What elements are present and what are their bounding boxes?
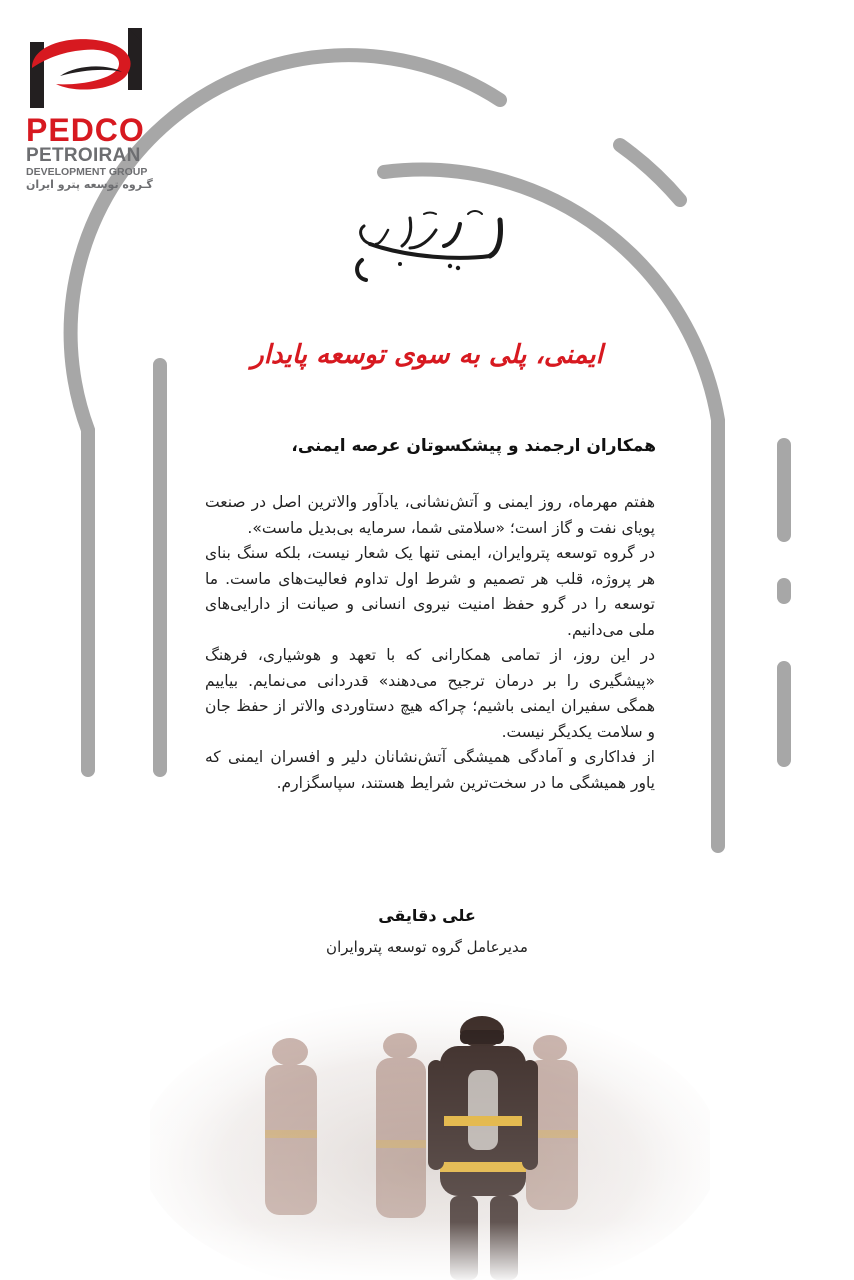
logo-brand: PEDCO <box>26 112 145 148</box>
outer-arch-right-top <box>620 145 680 200</box>
slogan-title: ایمنی، پلی به سوی توسعه پایدار <box>251 340 603 370</box>
bismillah-calligraphy-icon <box>340 200 520 300</box>
signer-title: مدیرعامل گروه توسعه پتروایران <box>326 938 528 956</box>
logo-line2: PETROIRAN <box>26 145 141 166</box>
pedco-logo <box>26 24 156 192</box>
greeting-line: همکاران ارجمند و پیشکسوتان عرصه ایمنی، <box>291 436 656 456</box>
logo-line4: گـروه توسعه پترو ایران <box>26 178 153 191</box>
letter-body <box>205 490 655 796</box>
logo-line3: DEVELOPMENT GROUP <box>26 166 148 178</box>
signer-name: علی دقایقی <box>378 906 476 925</box>
logo-mark-icon <box>26 24 148 112</box>
paragraph-4: از فداکاری و آمادگی همیشگی آتش‌نشانان دلیر و افسران ایمنی که یاور همیشگی ما در سخت‌ترین شرایط هستند، سپاسگزارم. <box>205 748 655 792</box>
paragraph-2: در گروه توسعه پتروایران، ایمنی تنها یک شعار نیست، بلکه سنگ بنای هر پروژه، قلب هر تصمیم و شرط اول تداوم فعالیت‌های ماست. ما توسعه را در گرو حفظ امنیت نیروی انسانی و صیانت از دارایی‌های ملی می‌دانیم. <box>205 544 655 639</box>
firefighters-illustration <box>150 990 710 1280</box>
paragraph-1: هفتم مهرماه، روز ایمنی و آتش‌نشانی، یادآور والاترین اصل در صنعت پویای نفت و گاز است؛ «سلامتی شما، سرمایه بی‌بدیل ماست». <box>205 493 655 537</box>
paragraph-3: در این روز، از تمامی همکارانی که با تعهد و هوشیاری، فرهنگ «پیشگیری را بر درمان ترجیح می‌دهند» قدردانی می‌نمایم. بیاییم همگی سفیران ایمنی باشیم؛ چراکه هیچ دستاوردی والاتر از حفظ جان و سلامت یکدیگر نیست. <box>205 646 655 741</box>
